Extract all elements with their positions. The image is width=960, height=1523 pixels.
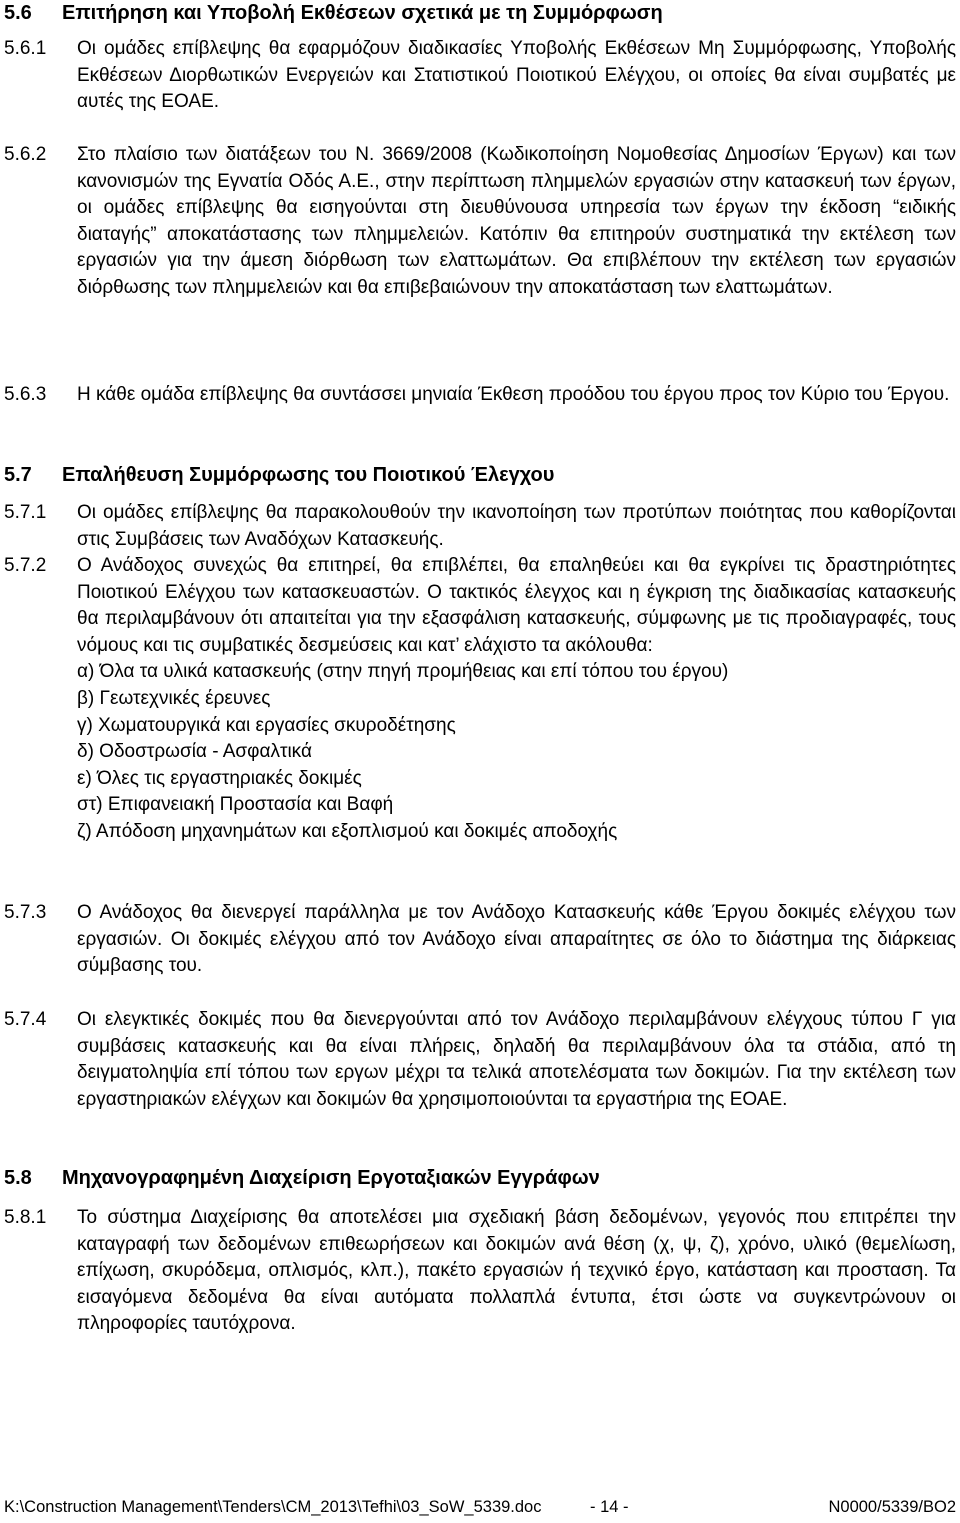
paragraph-number: 5.6.3 — [4, 384, 47, 405]
section-title: Μηχανογραφημένη Διαχείριση Εργοταξιακών Εγγράφων — [62, 1167, 600, 1189]
list-item: ζ) Απόδοση μηχανημάτων και εξοπλισμού και δοκιμές αποδοχής — [77, 820, 618, 842]
paragraph-text: Οι ελεγκτικές δοκιμές που θα διενεργούνται από τον Ανάδοχο περιλαμβάνουν ελέγχους τύπου Γ για συμβάσεις κατασκευής και θα είναι πλήρεις, δηλαδή θα περιλαμβάνουν όλα τα στάδια, από τη δειγματοληψία επί τόπου των εργων μέχρι τα τελικά αποτελέσματα των δοκιμών. Για την εκτέλεση των εργαστηριακών ελέγχων και δοκιμών θα χρησιμοποιούνται τα εργαστήρια της ΕΟΑΕ. — [77, 1009, 956, 1110]
paragraph-number: 5.7.2 — [4, 555, 47, 576]
paragraph-number: 5.6.1 — [4, 38, 47, 59]
footer-page-number: - 14 - — [590, 1498, 629, 1516]
paragraph-number: 5.7.1 — [4, 502, 47, 523]
paragraph-5-7-1 — [4, 500, 956, 553]
section-heading-5-7 — [4, 462, 554, 488]
section-heading-5-6 — [4, 0, 663, 26]
paragraph-text: Ο Ανάδοχος συνεχώς θα επιτηρεί, θα επιβλέπει, θα επαληθεύει και θα εγκρίνει τις δραστηριότητες Ποιοτικού Ελέγχου των κατασκευαστών. Ο τακτικός έλεγχος και η έγκριση της διαδικασίας κατασκευής θα περιλαμβάνουν ότι απαιτείται για την εξασφάλιση κατασκευής, σύμφωνης με τις προδιαγραφές, τους νόμους και τις συμβατικές δεσμεύσεις και κατ’ ελάχιστο τα ακόλουθα: — [77, 555, 956, 656]
paragraph-text: Η κάθε ομάδα επίβλεψης θα συντάσσει μηνιαία Έκθεση προόδου του έργου προς τον Κύριο του Έργου. — [77, 384, 950, 405]
paragraph-text: Το σύστημα Διαχείρισης θα αποτελέσει μια σχεδιακή βάση δεδομένων, γεγονός που επιτρέπει την καταγραφή των δεδομένων επιθεωρήσεων και δοκιμών ανά θέση (χ, ψ, ζ), χρόνο, υλικό (θεμελίωση, επίχωση, σκυρόδεμα, οπλισμός, κλπ.), πακέτο εργασιών ή τεχνικό έργο, κατάσταση και προσταση. Τα εισαγόμενα δεδομένα θα είναι αυτόματα πολλαπλά έντυπα, έτσι ώστε να συγκεντρώνουν οι πληροφορίες ταυτόχρονα. — [77, 1207, 956, 1335]
list-item: α) Όλα τα υλικά κατασκευής (στην πηγή προμήθειας και επί τόπου του έργου) — [77, 661, 729, 683]
list-item: β) Γεωτεχνικές έρευνες — [77, 687, 271, 709]
paragraph-number: 5.8.1 — [4, 1207, 47, 1228]
section-number: 5.8 — [4, 1167, 32, 1189]
paragraph-text: Οι ομάδες επίβλεψης θα εφαρμόζουν διαδικασίες Υποβολής Εκθέσεων Μη Συμμόρφωσης, Υποβολής Εκθέσεων Διορθωτικών Ενεργειών και Στατιστικού Ποιοτικού Ελέγχου, οι οποίες θα είναι συμβατές με αυτές της ΕΟΑΕ. — [77, 38, 956, 113]
paragraph-5-7-4 — [4, 1007, 956, 1113]
requirements-list — [77, 659, 956, 845]
paragraph-number: 5.6.2 — [4, 144, 47, 165]
section-heading-5-8 — [4, 1165, 600, 1191]
section-number: 5.6 — [4, 2, 32, 24]
paragraph-5-8-1 — [4, 1205, 956, 1338]
footer-document-ref: N0000/5339/BO2 — [828, 1498, 956, 1516]
paragraph-5-7-3 — [4, 900, 956, 980]
paragraph-5-6-3 — [4, 382, 956, 409]
paragraph-text: Ο Ανάδοχος θα διενεργεί παράλληλα με τον Ανάδοχο Κατασκευής κάθε Έργου δοκιμές ελέγχου των εργασιών. Οι δοκιμές ελέγχου από τον Ανάδοχο είναι απαραίτητες σε όλο το διάστημα της διάρκειας σύμβασης του. — [77, 902, 956, 977]
section-title: Επαλήθευση Συμμόρφωσης του Ποιοτικού Έλεγχου — [62, 464, 555, 486]
paragraph-text: Οι ομάδες επίβλεψης θα παρακολουθούν την ικανοποίηση των προτύπων ποιότητας που καθορίζονται στις Συμβάσεις των Αναδόχων Κατασκευής. — [77, 502, 956, 550]
section-number: 5.7 — [4, 464, 32, 486]
paragraph-text: Στο πλαίσιο των διατάξεων του Ν. 3669/2008 (Κωδικοποίηση Νομοθεσίας Δημοσίων Έργων) και των κανονισμών της Εγνατία Οδός Α.Ε., στην περίπτωση πλημμελών εργασιών στην κατασκευή των έργων, οι ομάδες επίβλεψης θα εισηγούνται στη διευθύνουσα υπηρεσία των έργων την έκδοση “ειδικής διαταγής” αποκατάστασης των πλημμελειών. Κατόπιν θα επιτηρούν συστηματικά την εκτέλεση των εργασιών για την άμεση διόρθωση των ελαττωμάτων. Θα επιβλέπουν την εκτέλεση των εργασιών διόρθωσης των πλημμελειών και θα επιβεβαιώνουν την αποκατάσταση των ελαττωμάτων. — [77, 144, 956, 298]
paragraph-5-6-1 — [4, 36, 956, 116]
paragraph-5-7-2 — [4, 553, 956, 846]
list-item: γ) Χωματουργικά και εργασίες σκυροδέτησης — [77, 714, 456, 736]
paragraph-number: 5.7.3 — [4, 902, 47, 923]
list-item: ε) Όλες τις εργαστηριακές δοκιμές — [77, 767, 362, 789]
list-item: δ) Οδοστρωσία - Ασφαλτικά — [77, 741, 312, 763]
section-title: Επιτήρηση και Υποβολή Εκθέσεων σχετικά με τη Συμμόρφωση — [62, 2, 663, 24]
footer-file-path: K:\Construction Management\Tenders\CM_2013\Tefhi\03_SoW_5339.doc — [4, 1498, 542, 1516]
paragraph-number: 5.7.4 — [4, 1009, 47, 1030]
paragraph-5-6-2 — [4, 142, 956, 302]
list-item: στ) Επιφανειακή Προστασία και Βαφή — [77, 794, 394, 816]
